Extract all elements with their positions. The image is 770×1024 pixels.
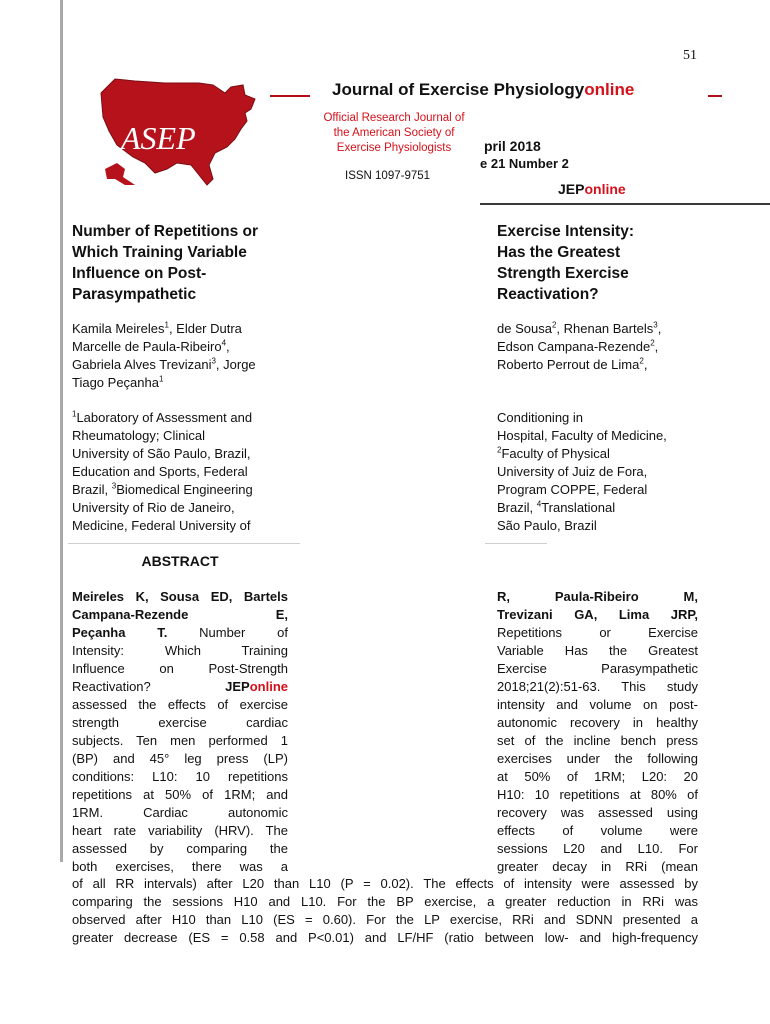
abstract-left-column: Meireles K, Sousa ED, Bartels Campana-Rezende E, Peçanha T. Number of Intensity: Which Training Influence on Post-Strength Reactivation? JEPonline assessed the effects of exercise strength exercise cardiac subjects. Ten men performed 1 (BP) and 45° leg press (LP) conditions: L10: 10 repetitions repetitions at 50% of 1RM; and 1RM. Cardiac autonomic heart rate variability (HRV). The assessed by comparing the both exercises, there was a [72, 589, 288, 874]
affiliations-left: $^1$Laboratory of Assessment and Rheumatology; Clinical University of São Paulo, Brazil, Education and Sports, Federal Brazil, $^3$Biomedical Engineering University of Rio de Janeiro, Medicine, Federal University of [72, 409, 253, 533]
official-journal-note: Official Research Journal of the American Society of Exercise Physiologists [323, 112, 465, 154]
title-rule-right [708, 95, 722, 97]
jep-label: JEPonline [558, 181, 626, 197]
header-rule [480, 203, 770, 205]
journal-title: Journal of Exercise Physiologyonline [332, 80, 635, 99]
article-title-right: Exercise Intensity: Has the Greatest Strength Exercise Reactivation? [497, 223, 634, 303]
section-rule-left [68, 543, 300, 544]
section-rule-right [485, 543, 547, 544]
abstract-continuation: of all RR intervals) after L20 than L10 (P = 0.02). The effects of intensity were assessed by comparing the sessions H10 and L10. For the BP exercise, a greater reduction in RRi was observed after H10 than L10 (ES = 0.60). For the LP exercise, RRi and SDNN presented a greater decrease (ES = 0.58 and P<0.01) and LF/HF (ratio between low- and high-frequency [72, 876, 698, 945]
issue-volume: e 21 Number 2 [480, 156, 569, 171]
affiliations-right: Conditioning in Hospital, Faculty of Medicine, $^2$Faculty of Physical University of Juiz de Fora, Program COPPE, Federal Brazil, $^4$Translational São Paulo, Brazil [497, 410, 667, 533]
svg-text:ASEP: ASEP [121, 120, 196, 156]
left-margin-bar [60, 0, 63, 862]
alaska-shape [105, 163, 135, 185]
title-rule-left [270, 95, 310, 97]
abstract-heading: ABSTRACT [141, 553, 219, 569]
authors-left: Kamila Meireles$^1$, Elder Dutra Marcelle de Paula-Ribeiro$^4$, Gabriela Alves Trevizani$^3$, Jorge Tiago Peçanha$^1$ [72, 320, 256, 390]
abstract-right-column: R, Paula-Ribeiro M, Trevizani GA, Lima JRP, Repetitions or Exercise Variable Has the Greatest Exercise Parasympathetic 2018;21(2):51-63. This study intensity and volume on post- autonomic recovery in healthy set of the incline bench press exercises under the following at 50% of 1RM; L20: 20 H10: 10 repetitions at 80% of recovery was assessed using effects of volume were sessions L20 and L10. For greater decay in RRi (mean [497, 589, 698, 874]
authors-right: de Sousa$^2$, Rhenan Bartels$^3$, Edson Campana-Rezende$^2$, Roberto Perrout de Lima$^2$, [497, 320, 662, 372]
issue-date: pril 2018 [484, 138, 541, 154]
issn: ISSN 1097-9751 [345, 170, 431, 182]
asep-logo [95, 73, 267, 197]
article-title-left: Number of Repetitions or Which Training Variable Influence on Post- Parasympathetic [72, 223, 259, 303]
page-number: 51 [683, 48, 697, 63]
